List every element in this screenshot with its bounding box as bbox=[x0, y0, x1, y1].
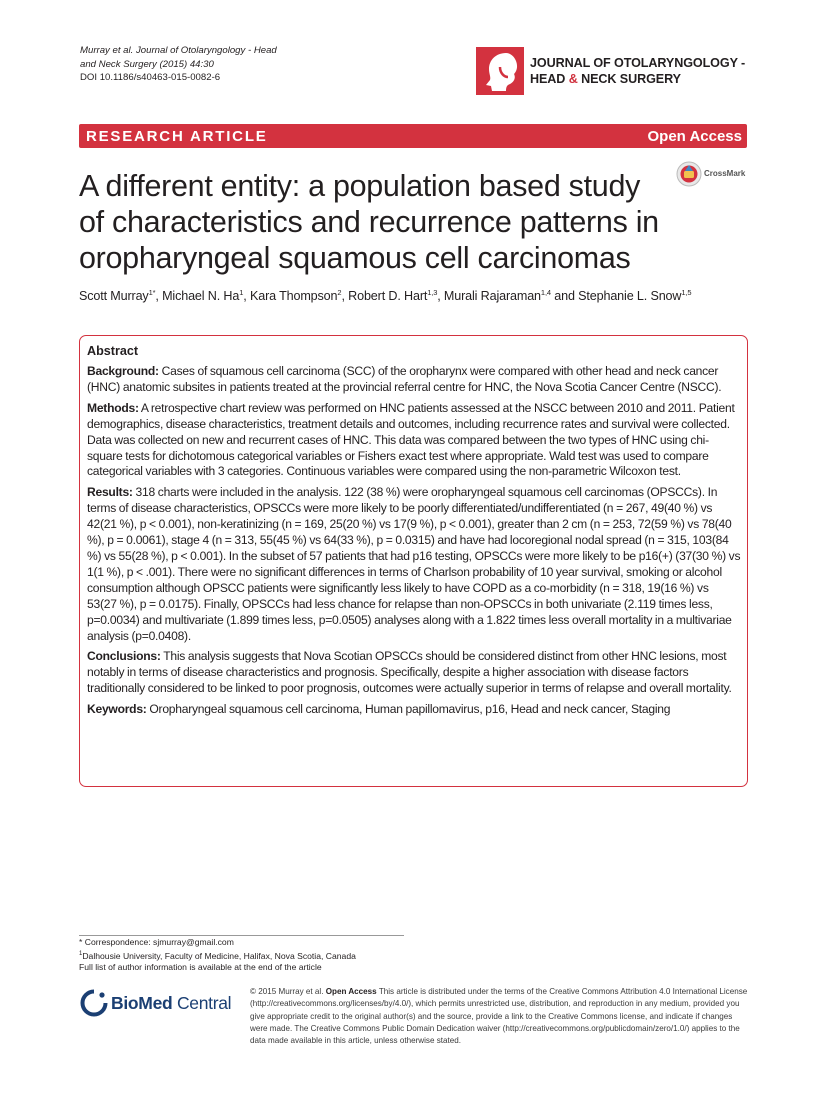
journal-name bbox=[530, 55, 745, 87]
journal-name-line-2 bbox=[530, 71, 745, 87]
full-author-info-note: Full list of author information is available at the end of the article bbox=[79, 962, 322, 973]
abstract-section-text: This analysis suggests that Nova Scotian OPSCCs should be considered distinct from other HNC lesions, most notably in terms of disease characteristics and prognosis. Specifically, despite a higher association with disease factors traditionally considered to be linked to poor prognosis, outcomes were actually superior in terms of relapse and overall mortality. bbox=[87, 649, 732, 696]
journal-logo bbox=[476, 47, 751, 97]
journal-name-head: HEAD bbox=[530, 72, 566, 86]
author-name[interactable]: Murali Rajaraman bbox=[443, 289, 541, 304]
author-affiliation: 1* bbox=[148, 288, 156, 297]
author-name[interactable]: Robert D. Hart bbox=[348, 289, 428, 304]
author-affiliation: 1,5 bbox=[681, 288, 692, 297]
author-affiliation: 1,3 bbox=[427, 288, 438, 297]
citation-line-2: and Neck Surgery (2015) 44:30 bbox=[80, 58, 214, 70]
author-list bbox=[79, 288, 759, 303]
publisher-name-rest: Central bbox=[176, 993, 232, 1013]
abstract-section-text: Cases of squamous cell carcinoma (SCC) of the oropharynx were compared with other head and neck cancer (HNC) anatomic subsites in patients treated at the provincial referral centre for HNC, the Nova Scotia Cancer Centre (NSCC). bbox=[87, 364, 722, 394]
abstract-section bbox=[87, 364, 741, 396]
author-name[interactable]: Scott Murray bbox=[79, 289, 149, 304]
abstract-section bbox=[87, 649, 741, 697]
citation-doi: DOI 10.1186/s40463-015-0082-6 bbox=[80, 72, 221, 84]
license-body: This article is distributed under the terms of the Creative Commons Attribution 4.0 International License (http://creativecommons.org/licenses/by/4.0/), which permits unrestricted use, distribution, and reproduction in any medium, provided you give appropriate credit to the original author(s) and the source, provide a link to the Creative Commons license, and indicate if changes were made. The Creative Commons Public Domain Dedication waiver (http://creativecommons.org/publicdomain/zero/1.0/) applies to the data made available in this article, unless otherwise stated. bbox=[250, 987, 748, 1046]
crossmark-icon bbox=[676, 161, 702, 187]
author-name[interactable]: Kara Thompson bbox=[249, 289, 338, 304]
author-separator: and bbox=[550, 289, 579, 304]
crossmark-badge[interactable] bbox=[674, 160, 754, 188]
author-affiliation: 1,4 bbox=[540, 288, 551, 297]
article-type-label: RESEARCH ARTICLE bbox=[86, 128, 268, 145]
abstract-section-text: A retrospective chart review was performed on HNC patients assessed at the NSCC between 2010 and 2011. Patient demographics, disease characteristics, treatment details and outcomes, including recurrence rates and survival were collected. Data was collected on new and recurrent cases of HNC. This data was compared between the two types of HNC using chi-square tests for dichotomous categorical variables or Fishers exact test where appropriate. Wald test was used to compare categorical variables with 3 categories. Continuous variables were compared using the non-parametric Wilcoxon test. bbox=[87, 400, 735, 479]
abstract-section-label: Keywords: bbox=[87, 702, 147, 717]
article-type-banner bbox=[79, 124, 747, 148]
abstract-section bbox=[87, 485, 741, 644]
abstract-section-label: Conclusions: bbox=[87, 649, 161, 664]
abstract-heading: Abstract bbox=[87, 344, 139, 358]
journal-name-line-1: JOURNAL OF OTOLARYNGOLOGY - bbox=[530, 56, 746, 70]
citation-block bbox=[80, 44, 277, 85]
abstract-section-label: Results: bbox=[87, 485, 133, 500]
publisher-name-bold: BioMed bbox=[111, 993, 173, 1013]
author-separator: , bbox=[243, 289, 250, 304]
affiliation-number: 1 bbox=[79, 950, 83, 957]
abstract-section bbox=[87, 702, 741, 718]
license-text bbox=[250, 986, 750, 1047]
journal-name-rest: NECK SURGERY bbox=[581, 72, 681, 86]
abstract-box bbox=[79, 335, 748, 787]
abstract-section-label: Methods: bbox=[87, 400, 139, 415]
footnote-divider bbox=[79, 935, 404, 936]
correspondence-note: * Correspondence: sjmurray@gmail.com bbox=[79, 937, 234, 947]
article-title: A different entity: a population based study of characteristics and recurrence patterns in oropharyngeal squamous cell carcinomas bbox=[79, 169, 659, 275]
biomed-central-logo bbox=[80, 989, 240, 1019]
journal-name-amp: & bbox=[568, 72, 578, 86]
biomed-central-name bbox=[111, 993, 231, 1014]
abstract-section-text: Oropharyngeal squamous cell carcinoma, Human papillomavirus, p16, Head and neck cancer, Staging bbox=[146, 702, 671, 717]
author-separator: , bbox=[155, 289, 163, 304]
abstract-section bbox=[87, 401, 741, 481]
journal-head-profile-icon bbox=[476, 47, 524, 95]
open-access-label: Open Access bbox=[647, 128, 742, 145]
author-separator: , bbox=[437, 289, 444, 304]
citation-line-1: Murray et al. Journal of Otolaryngology - Head bbox=[80, 45, 277, 56]
abstract-section-text: 318 charts were included in the analysis. 122 (38 %) were oropharyngeal squamous cell carcinomas (OPSCCs). In terms of disease characteristics, OPSCCs were more likely to be poorly differentiated/undifferentiated (n = 267, 49(40 %) vs 42(21 %), p < 0.001), non-keratinizing (n = 169, 25(20 %) vs 17(9 %), p < 0.001), greater than 2 cm (n = 253, 72(59 %) vs 78(40 %), p = 0.0061), stage 4 (n = 313, 55(45 %) vs 64(33 %), p = 0.0315) and have had locoregional nodal spread (n = 315, 103(84 %) vs 55(28 %), p < 0.001). In the subset of 57 patients that had p16 testing, OPSCCs were more likely to be p16(+) (37(30 %) vs 1(1 %), p < .001). There were no significant differences in terms of Charlson probability of 10 year survival, smoking or alcohol consumption although OPSCC patients were significantly less likely to have COPD as a co-morbidity (n = 318, 19(16 %) vs 53(27 %), p = 0.0175). Finally, OPSCCs had less chance for relapse than non-OPSCCs in both univariate (2.119 times less, p=0.0034) and multivariate (1.899 times less, p=0.0505) analyses along with a 1.822 times less overall mortality in a multivariae analysis (p=0.0408). bbox=[87, 485, 741, 643]
biomed-central-ring-icon bbox=[80, 989, 108, 1017]
author-name[interactable]: Michael N. Ha bbox=[162, 289, 240, 304]
abstract-section-label: Background: bbox=[87, 364, 159, 378]
affiliation-text: Dalhousie University, Faculty of Medicine, Halifax, Nova Scotia, Canada bbox=[82, 950, 356, 961]
abstract-sections bbox=[87, 364, 741, 718]
affiliation-note bbox=[79, 949, 479, 962]
author-affiliation: 2 bbox=[337, 288, 342, 297]
license-copyright: © 2015 Murray et al. bbox=[250, 987, 324, 996]
author-affiliation: 1 bbox=[239, 288, 244, 297]
footnotes bbox=[79, 937, 479, 974]
author-name[interactable]: Stephanie L. Snow bbox=[578, 289, 682, 304]
author-separator: , bbox=[341, 289, 349, 304]
license-open-access: Open Access bbox=[325, 987, 377, 996]
crossmark-label: CrossMark bbox=[704, 169, 746, 178]
